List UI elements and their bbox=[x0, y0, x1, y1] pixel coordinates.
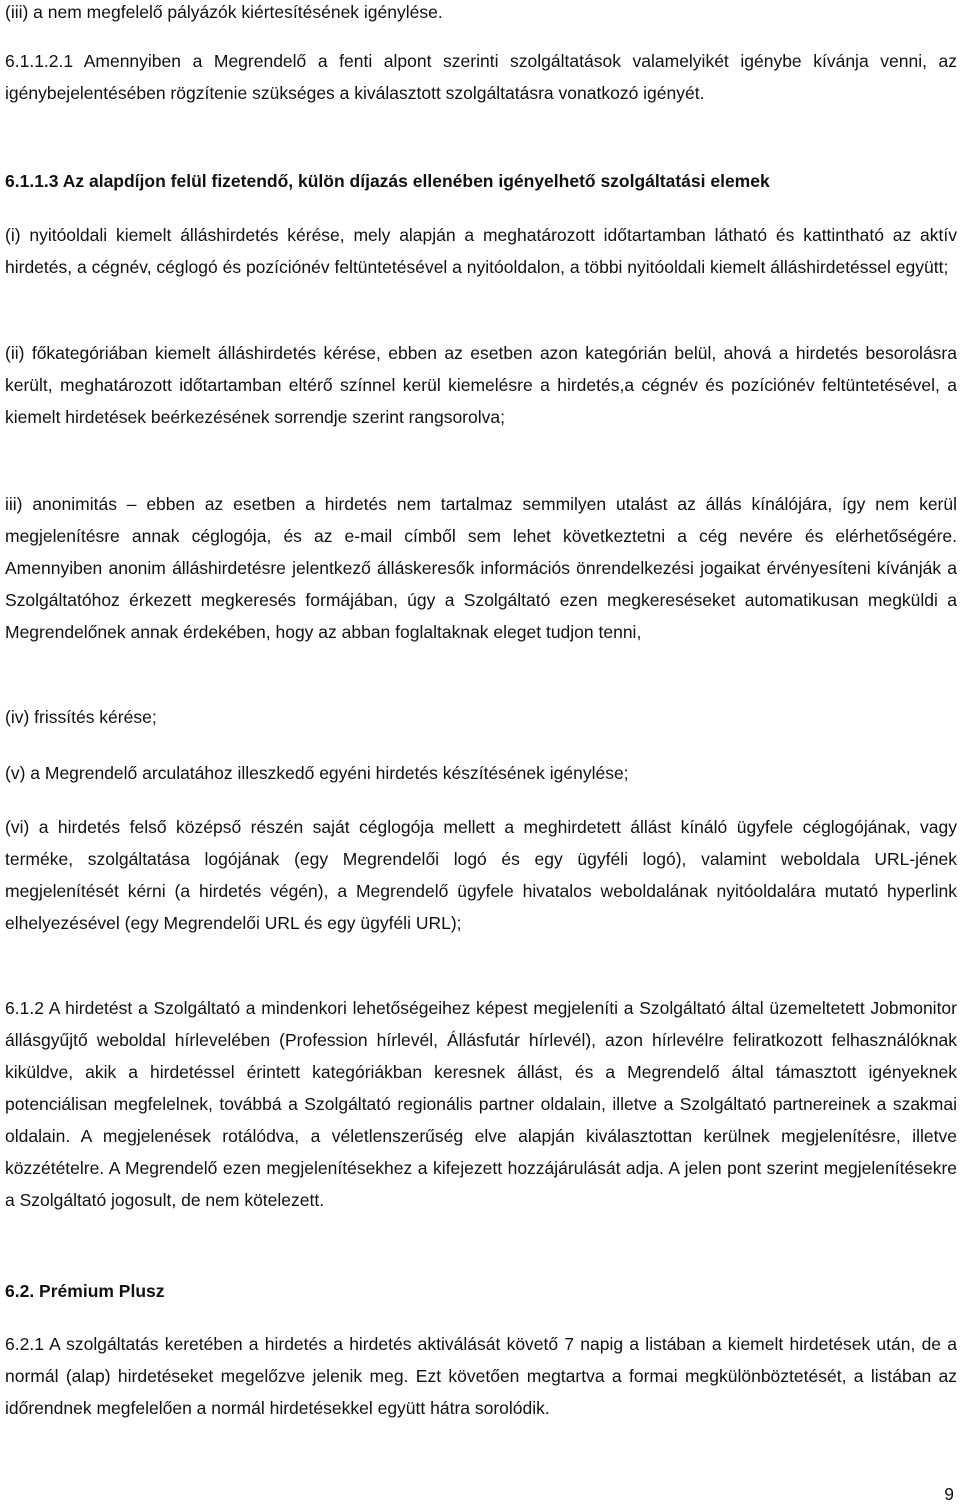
paragraph-6-2-1: 6.2.1 A szolgáltatás keretében a hirdetés a hirdetés aktiválását követő 7 napig a listában a kiemelt hirdetések után, de a normál (alap) hirdetéseket megelőzve jelenik meg. Ezt követően megtartva a formai megkülönböztetését, a listában az időrendnek megfelelően a normál hirdetésekkel együtt hátra sorolódik. bbox=[5, 1334, 957, 1418]
paragraph-6-1-1-2-1: 6.1.1.2.1 Amennyiben a Megrendelő a fenti alpont szerinti szolgáltatások valamelyikét igénybe kívánja venni, az igénybejelentésében rögzítenie szükséges a kiválasztott szolgáltatásra vonatkozó igényét. bbox=[5, 51, 957, 103]
list-item-i: (i) nyitóoldali kiemelt álláshirdetés kérése, mely alapján a meghatározott időtartamban látható és kattintható az aktív hirdetés, a cégnév, céglogó és pozíciónév feltüntetésével a nyitóoldalon, a többi nyitóoldali kiemelt álláshirdetéssel együtt; bbox=[5, 225, 957, 277]
section-heading-6-2: 6.2. Prémium Plusz bbox=[5, 1281, 165, 1301]
section-heading-6-1-1-3: 6.1.1.3 Az alapdíjon felül fizetendő, külön díjazás ellenében igényelhető szolgáltatási elemek bbox=[5, 171, 770, 191]
list-item-ii: (ii) főkategóriában kiemelt álláshirdetés kérése, ebben az esetben azon kategórián belül, ahová a hirdetés besorolásra került, meghatározott időtartamban eltérő színnel kerül kiemelésre a hirdetés,a cégnév és pozíciónév feltüntetésével, a kiemelt hirdetések beérkezésének sorrendje szerint rangsorolva; bbox=[5, 343, 957, 427]
page-number: 9 bbox=[944, 1484, 954, 1504]
list-item-v: (v) a Megrendelő arculatához illeszkedő egyéni hirdetés készítésének igénylése; bbox=[5, 763, 629, 783]
paragraph-iii-notification: (iii) a nem megfelelő pályázók kiértesítésének igénylése. bbox=[5, 2, 443, 22]
list-item-iv: (iv) frissítés kérése; bbox=[5, 707, 157, 727]
paragraph-6-1-2: 6.1.2 A hirdetést a Szolgáltató a mindenkori lehetőségeihez képest megjeleníti a Szolgáltató által üzemeltetett Jobmonitor állásgyűjtő weboldal hírlevelében (Profession hírlevél, Állásfutár hírlevél), azon hírlevélre feliratkozott felhasználóknak kiküldve, akik a hirdetéssel érintett kategóriákban keresnek állást, és a Megrendelő által támasztott igényeknek potenciálisan megfelelnek, továbbá a Szolgáltató regionális partner oldalain, illetve a Szolgáltató partnereinek a szakmai oldalain. A megjelenések rotálódva, a véletlenszerűség elve alapján kiválasztottan kerülnek megjelenítésre, illetve közzétételre. A Megrendelő ezen megjelenítésekhez a kifejezett hozzájárulását adja. A jelen pont szerint megjelenítésekre a Szolgáltató jogosult, de nem kötelezett. bbox=[5, 998, 957, 1210]
list-item-vi: (vi) a hirdetés felső középső részén saját céglogója mellett a meghirdetett állást kínáló ügyfele céglogójának, vagy terméke, szolgáltatása logójának (egy Megrendelői logó és egy ügyféli logó), valamint weboldala URL-jének megjelenítését kérni (a hirdetés végén), a Megrendelő ügyfele hivatalos weboldalának nyitóoldalára mutató hyperlink elhelyezésével (egy Megrendelői URL és egy ügyféli URL); bbox=[5, 817, 957, 933]
list-item-iii: iii) anonimitás – ebben az esetben a hirdetés nem tartalmaz semmilyen utalást az állás kínálójára, így nem kerül megjelenítésre annak céglogója, és az e-mail címből sem lehet következtetni a cég nevére és elérhetőségére. Amennyiben anonim álláshirdetésre jelentkező álláskeresők információs önrendelkezési jogaikat érvényesíteni kívánják a Szolgáltatóhoz érkezett megkeresés formájában, úgy a Szolgáltató ezen megkereséseket automatikusan megküldi a Megrendelőnek annak érdekében, hogy az abban foglaltaknak eleget tudjon tenni, bbox=[5, 494, 957, 642]
